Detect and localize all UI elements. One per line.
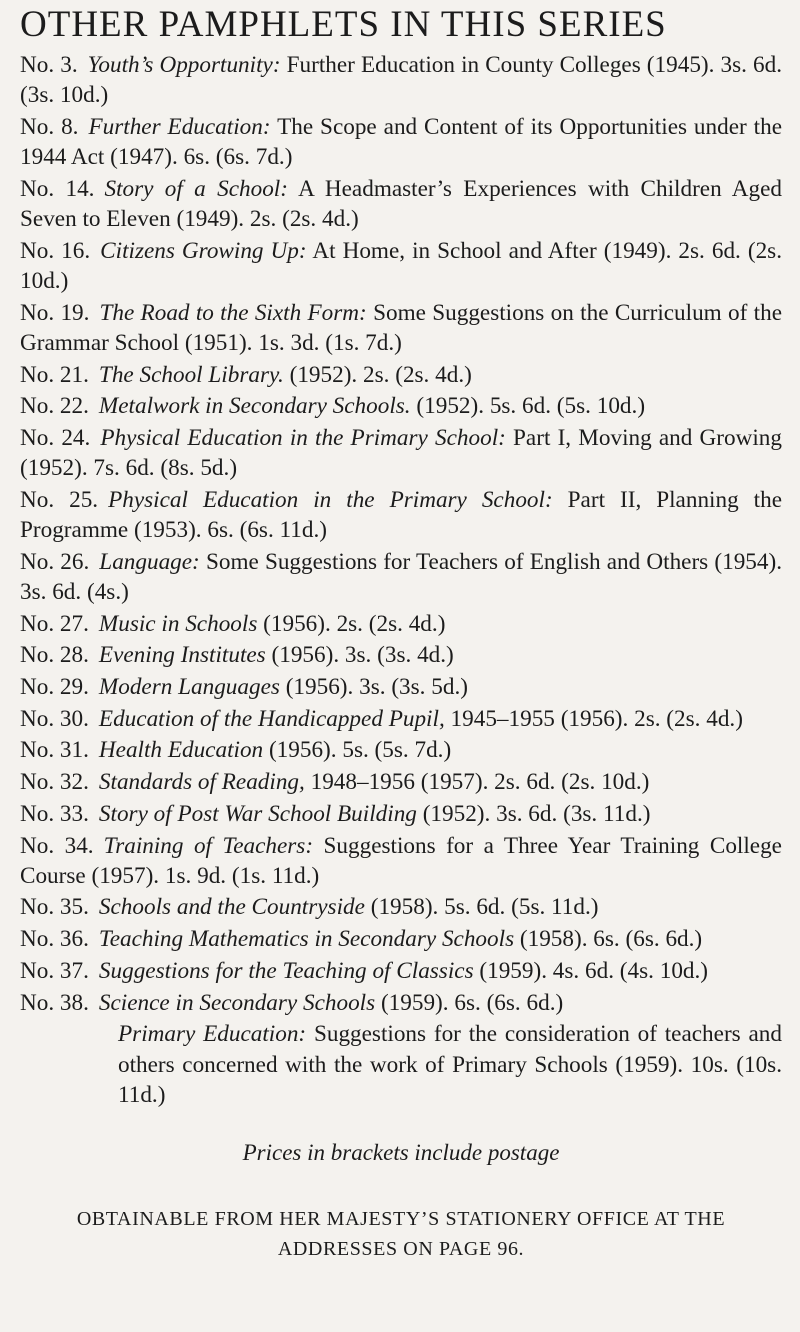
entry-details: 1945–1955 (1956). 2s. (2s. 4d.)	[444, 705, 743, 732]
entry-number: No. 21.	[20, 361, 89, 388]
entry-title: Physical Education in the Primary School:	[100, 424, 506, 451]
entry-details: Suggestions for a Three Year Training College Course (1957). 1s. 9d. (1s. 11d.)	[20, 832, 782, 889]
entry-number: No. 29.	[20, 674, 89, 701]
entry-details: At Home, in School and After (1949). 2s. 6d. (2s. 10d.)	[20, 237, 782, 294]
pamphlet-entry	[20, 704, 782, 734]
pamphlet-entry	[20, 956, 782, 986]
entry-number: No. 38.	[20, 989, 89, 1016]
pamphlet-entry	[20, 112, 782, 172]
entry-details: (1956). 5s. (5s. 7d.)	[263, 737, 452, 764]
entry-number: No. 24.	[20, 424, 91, 451]
entry-title: Teaching Mathematics in Secondary Schools	[98, 926, 515, 953]
pamphlet-entry	[20, 767, 782, 797]
entry-title: Youth’s Opportunity:	[87, 52, 281, 78]
entry-details: (1958). 6s. (6s. 6d.)	[514, 926, 703, 953]
entry-details: Some Suggestions for Teachers of English and Others (1954). 3s. 6d. (4s.)	[20, 548, 782, 605]
pamphlet-entry	[20, 547, 782, 607]
entry-title: Standards of Reading,	[98, 769, 305, 796]
entry-details: Part I, Moving and Growing (1952). 7s. 6d. (8s. 5d.)	[20, 424, 782, 482]
entry-details: (1958). 5s. 6d. (5s. 11d.)	[364, 894, 599, 921]
entry-details: (1952). 5s. 6d. (5s. 10d.)	[410, 393, 646, 420]
entry-title: Metalwork in Secondary Schools.	[98, 393, 411, 420]
entry-number: No. 27.	[20, 610, 89, 637]
pamphlet-entry	[20, 423, 782, 483]
entry-details: (1959). 6s. (6s. 6d.)	[375, 989, 564, 1016]
entry-number: No. 37.	[20, 957, 89, 984]
entry-title: Primary Education:	[118, 1021, 307, 1048]
entry-title: Language:	[99, 548, 200, 575]
entry-title: Schools and the Countryside	[98, 894, 365, 921]
pamphlet-entry	[20, 892, 782, 922]
pamphlet-entry	[20, 1019, 782, 1110]
postage-note: Prices in brackets include postage	[242, 1139, 560, 1165]
pamphlet-entry	[20, 236, 782, 296]
pamphlet-entry	[20, 391, 782, 421]
entry-details: (1959). 4s. 6d. (4s. 10d.)	[473, 957, 709, 984]
entry-title: Training of Teachers:	[103, 832, 314, 859]
entry-title: Citizens Growing Up:	[100, 237, 307, 264]
entry-number: No. 16.	[20, 237, 91, 264]
entry-number: No. 33.	[20, 800, 89, 827]
entry-number: No. 26.	[20, 548, 90, 575]
entry-title: The Road to the Sixth Form:	[99, 299, 367, 326]
pamphlet-entry	[20, 609, 782, 639]
pamphlet-entry	[20, 298, 782, 358]
entry-details: Part II, Planning the Programme (1953). 6s. (6s. 11d.)	[20, 486, 782, 544]
pamphlet-entry	[20, 831, 782, 891]
entry-details: Some Suggestions on the Curriculum of the Grammar School (1951). 1s. 3d. (1s. 7d.)	[20, 299, 783, 356]
entry-title: Music in Schools	[98, 610, 258, 637]
entry-title: Health Education	[98, 737, 264, 764]
pamphlet-entry	[20, 924, 782, 954]
entry-details: (1956). 3s. (3s. 5d.)	[279, 674, 468, 701]
entry-title: Further Education:	[88, 113, 271, 140]
footer-line: OBTAINABLE FROM HER MAJESTY’S STATIONERY OFFICE AT THE	[76, 1207, 726, 1230]
footer-line: ADDRESSES ON PAGE 96.	[277, 1237, 525, 1260]
entry-number: No. 34.	[20, 832, 94, 859]
pamphlet-entry	[20, 672, 782, 702]
entry-details: The Scope and Content of its Opportunities under the 1944 Act (1947). 6s. (6s. 7d.)	[20, 113, 782, 171]
entry-number: No. 31.	[20, 737, 89, 764]
entry-number: No. 30.	[20, 705, 89, 732]
entry-number: No. 32.	[20, 769, 89, 796]
entry-number: No. 36.	[20, 926, 89, 953]
pamphlet-entry	[20, 735, 782, 765]
entry-title: The School Library.	[98, 361, 284, 388]
pamphlet-entry	[20, 50, 782, 110]
pamphlet-entry	[20, 485, 782, 545]
entry-title: Physical Education in the Primary School:	[108, 486, 553, 513]
entry-details: Suggestions for the consideration of teachers and others concerned with the work of Primary Schools (1959). 10s. (10s. 11d.)	[118, 1021, 782, 1108]
pamphlet-entry	[20, 640, 782, 670]
entry-details: (1956). 3s. (3s. 4d.)	[265, 642, 454, 669]
entry-number: No. 14.	[20, 175, 95, 202]
entry-details: Further Education in County Colleges (1945). 3s. 6d. (3s. 10d.)	[20, 52, 783, 109]
pamphlet-entry	[20, 799, 782, 829]
pamphlet-entry	[20, 988, 782, 1018]
entry-number: No. 3.	[20, 52, 78, 78]
page-heading: OTHER PAMPHLETS IN THIS SERIES	[20, 4, 667, 45]
pamphlet-entry	[20, 360, 782, 390]
entry-title: Modern Languages	[98, 674, 280, 701]
entry-number: No. 25.	[20, 486, 99, 513]
entry-title: Education of the Handicapped Pupil,	[98, 705, 445, 732]
entry-details: A Headmaster’s Experiences with Children Aged Seven to Eleven (1949). 2s. (2s. 4d.)	[20, 175, 783, 233]
entry-title: Evening Institutes	[98, 642, 266, 669]
pamphlet-entry	[20, 174, 782, 234]
entry-title: Story of Post War School Building	[98, 800, 417, 827]
entry-number: No. 28.	[20, 642, 89, 669]
footer-notice	[20, 1204, 782, 1264]
entry-details: 1948–1956 (1957). 2s. 6d. (2s. 10d.)	[304, 769, 650, 796]
entry-details: (1956). 2s. (2s. 4d.)	[257, 610, 446, 637]
entry-title: Science in Secondary Schools	[98, 989, 376, 1016]
entry-details: (1952). 2s. (2s. 4d.)	[283, 361, 472, 388]
entry-number: No. 35.	[20, 894, 89, 921]
pamphlet-list	[20, 50, 782, 1110]
entry-number: No. 19.	[20, 299, 90, 326]
entry-number: No. 8.	[20, 113, 79, 140]
entry-details: (1952). 3s. 6d. (3s. 11d.)	[416, 800, 651, 827]
entry-title: Story of a School:	[104, 175, 288, 202]
entry-title: Suggestions for the Teaching of Classics	[98, 957, 474, 984]
entry-number: No. 22.	[20, 393, 89, 420]
